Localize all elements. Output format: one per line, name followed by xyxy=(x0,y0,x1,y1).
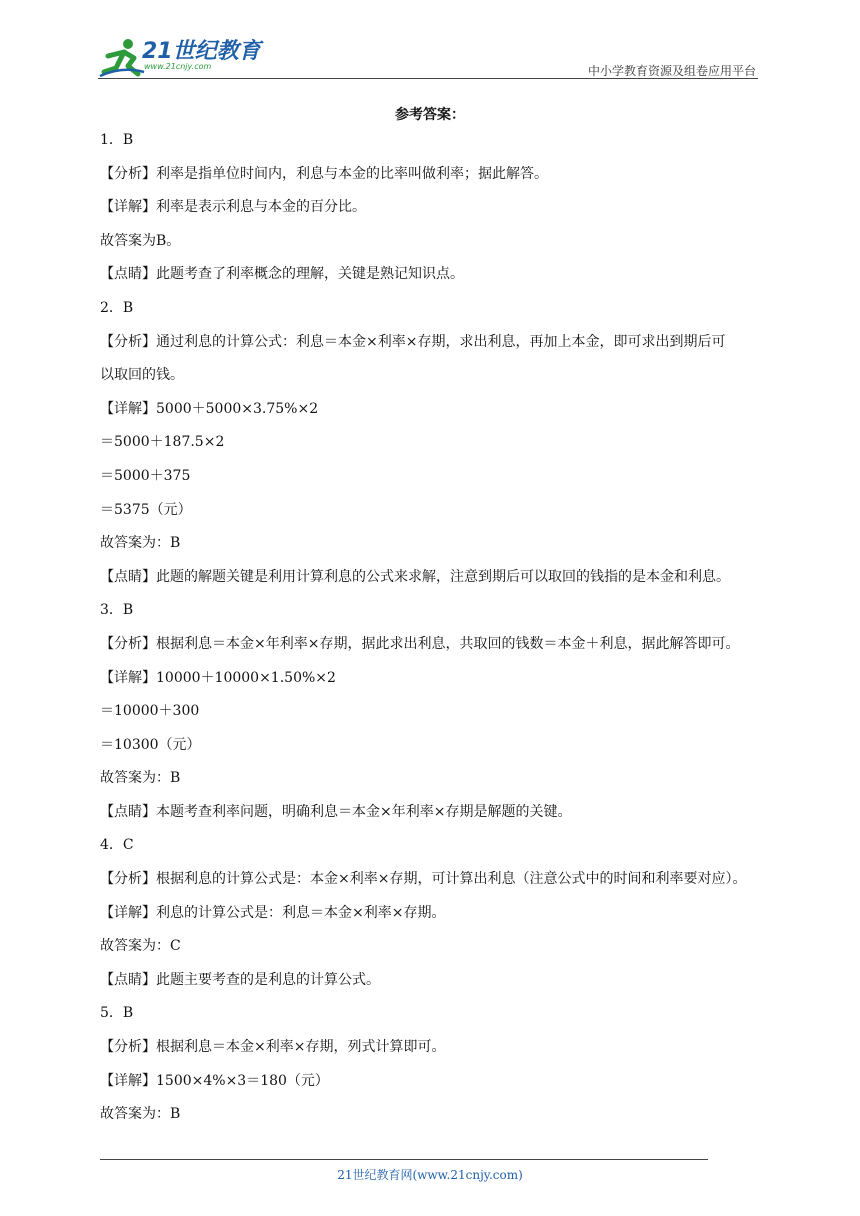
answer-title: 参考答案： xyxy=(395,107,465,123)
answer-line: 【点睛】此题的解题关键是利用计算利息的公式来求解，注意到期后可以取回的钱指的是本金和利息。 xyxy=(100,568,730,585)
logo-text: 21世纪教育 xyxy=(142,39,261,64)
answer-line: 1．B xyxy=(100,132,134,148)
answer-line: 以取回的钱。 xyxy=(100,367,184,384)
answer-line: 故答案为：B xyxy=(100,770,181,787)
answer-line: 【点睛】此题主要考查的是利息的计算公式。 xyxy=(100,971,380,988)
answer-line: 故答案为：C xyxy=(100,938,181,955)
answer-line: 4．C xyxy=(100,837,134,854)
answer-line: 【详解】利息的计算公式是：利息＝本金×利率×存期。 xyxy=(100,904,446,921)
header-divider xyxy=(98,78,758,79)
page-header xyxy=(98,30,758,80)
answer-line: 【分析】利率是指单位时间内，利息与本金的比率叫做利率；据此解答。 xyxy=(100,165,548,182)
platform-name: 中小学教育资源及组卷应用平台 xyxy=(587,64,756,78)
answer-line: 2．B xyxy=(100,299,134,316)
answer-line: ＝5375（元） xyxy=(100,501,192,518)
answer-line: 【点睛】本题考查利率问题，明确利息＝本金×年利率×存期是解题的关键。 xyxy=(100,803,572,820)
answer-line: 故答案为：B xyxy=(100,1106,181,1123)
footer-divider xyxy=(100,1159,708,1160)
answer-line: 【详解】5000＋5000×3.75%×2 xyxy=(100,400,319,417)
answer-line: 【分析】根据利息的计算公式是：本金×利率×存期，可计算出利息（注意公式中的时间和利率要对应）。 xyxy=(100,871,747,888)
answer-line: 【分析】根据利息＝本金×年利率×存期，据此求出利息，共取回的钱数＝本金＋利息，据此解答即可。 xyxy=(100,635,740,652)
site-logo xyxy=(98,36,268,80)
answer-line: 【分析】通过利息的计算公式：利息＝本金×利率×存期，求出利息，再加上本金，即可求出到期后可 xyxy=(100,333,726,350)
answer-line: 5．B xyxy=(100,1005,134,1022)
answer-line: 故答案为B。 xyxy=(100,232,181,249)
runner-logo-icon xyxy=(98,36,146,80)
answer-line: ＝10000＋300 xyxy=(100,703,200,720)
answer-line: 【分析】根据利息＝本金×利率×存期，列式计算即可。 xyxy=(100,1039,446,1056)
answer-line: ＝10300（元） xyxy=(100,736,201,753)
answer-line: 3．B xyxy=(100,602,134,619)
answer-line: ＝5000＋375 xyxy=(100,467,191,484)
answer-line: 故答案为：B xyxy=(100,535,181,552)
logo-url: www.21cnjy.com xyxy=(144,62,212,71)
answer-line: 【详解】1500×4%×3＝180（元） xyxy=(100,1072,329,1089)
footer-link[interactable]: 21世纪教育网(www.21cnjy.com) xyxy=(337,1168,523,1182)
answer-line: 【详解】10000＋10000×1.50%×2 xyxy=(100,669,336,686)
answer-content xyxy=(100,124,765,1132)
answer-line: 【详解】利率是表示利息与本金的百分比。 xyxy=(100,199,366,216)
answer-line: ＝5000＋187.5×2 xyxy=(100,434,225,451)
answer-line: 【点睛】此题考查了利率概念的理解，关键是熟记知识点。 xyxy=(100,266,464,283)
